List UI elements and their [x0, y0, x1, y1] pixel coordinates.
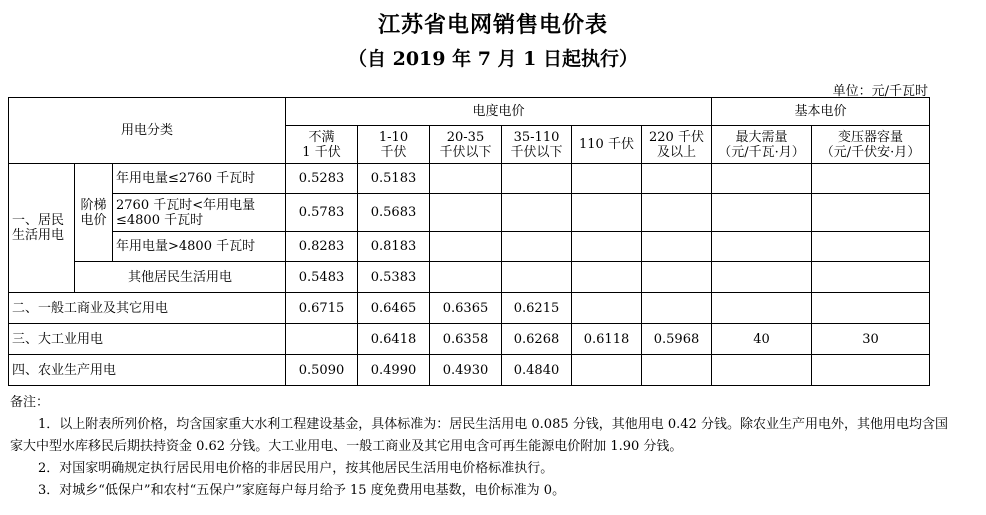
other-residential-label: 其他居民生活用电 — [75, 262, 286, 293]
general-label: 二、一般工商业及其它用电 — [9, 293, 286, 324]
tier-3-value-1-10kv: 0.8183 — [358, 232, 430, 262]
energy-price-header: 电度电价 — [286, 98, 712, 126]
note-3: 3．对城乡“低保户”和农村“五保户”家庭每户每月给予 15 度免费用电基数，电价标准为 0。 — [38, 483, 566, 498]
general-1-10kv: 0.6465 — [358, 293, 430, 324]
col-header-under-1kv: 不满 1 千伏 — [286, 126, 358, 164]
other-residential-1-10kv: 0.5383 — [358, 262, 430, 293]
page-title: 江苏省电网销售电价表 — [377, 12, 608, 38]
table-row — [9, 355, 930, 386]
category-header: 用电分类 — [9, 98, 286, 164]
effective-date: （自 2019 年 7 月 1 日起执行） — [347, 48, 638, 70]
tier-2-label: 2760 千瓦时<年用电量≤4800 千瓦时 — [113, 194, 286, 232]
residential-label: 一、居民生活用电 — [9, 164, 75, 293]
other-residential-under-1kv: 0.5483 — [286, 262, 358, 293]
col-header-35-110kv: 35-110 千伏以下 — [502, 126, 572, 164]
industrial-label: 三、大工业用电 — [9, 324, 286, 355]
industrial-1-10kv: 0.6418 — [358, 324, 430, 355]
tier-2-value-1-10kv: 0.5683 — [358, 194, 430, 232]
table-row — [9, 164, 930, 194]
col-header-1-10kv: 1-10 千伏 — [358, 126, 430, 164]
col-header-transformer: 变压器容量 （元/千伏安·月） — [812, 126, 930, 164]
notes-section — [10, 392, 960, 502]
industrial-110kv: 0.6118 — [572, 324, 642, 355]
price-table — [8, 97, 930, 386]
col-header-20-35kv: 20-35 千伏以下 — [430, 126, 502, 164]
table-row — [9, 262, 930, 293]
industrial-35-110kv: 0.6268 — [502, 324, 572, 355]
agriculture-label: 四、农业生产用电 — [9, 355, 286, 386]
table-row — [9, 324, 930, 355]
notes-heading: 备注： — [10, 395, 50, 410]
industrial-max-demand: 40 — [712, 324, 812, 355]
tier-3-value-under-1kv: 0.8283 — [286, 232, 358, 262]
tier-2-value-under-1kv: 0.5783 — [286, 194, 358, 232]
unit-label: 单位：元/千瓦时 — [832, 84, 928, 99]
header-row-1 — [9, 98, 930, 126]
tier-3-label: 年用电量>4800 千瓦时 — [113, 232, 286, 262]
tier-label: 阶梯电价 — [75, 164, 113, 262]
industrial-20-35kv: 0.6358 — [430, 324, 502, 355]
agriculture-under-1kv: 0.5090 — [286, 355, 358, 386]
agriculture-20-35kv: 0.4930 — [430, 355, 502, 386]
agriculture-35-110kv: 0.4840 — [502, 355, 572, 386]
col-header-max-demand: 最大需量 （元/千瓦·月） — [712, 126, 812, 164]
general-20-35kv: 0.6365 — [430, 293, 502, 324]
tier-1-label: 年用电量≤2760 千瓦时 — [113, 164, 286, 194]
table-row — [9, 232, 930, 262]
table-row — [9, 293, 930, 324]
col-header-110kv: 110 千伏 — [572, 126, 642, 164]
col-header-220kv: 220 千伏 及以上 — [642, 126, 712, 164]
tier-1-value-under-1kv: 0.5283 — [286, 164, 358, 194]
industrial-220kv: 0.5968 — [642, 324, 712, 355]
note-2: 2．对国家明确规定执行居民用电价格的非居民用户，按其他居民生活用电价格标准执行。 — [38, 461, 554, 476]
general-35-110kv: 0.6215 — [502, 293, 572, 324]
basic-price-header: 基本电价 — [712, 98, 930, 126]
industrial-transformer: 30 — [812, 324, 930, 355]
note-1: 1．以上附表所列价格，均含国家重大水利工程建设基金，具体标准为：居民生活用电 0.085 分钱，其他用电 0.42 分钱。除农业生产用电外，其他用电均含国家大中型水库移民后期扶持资金 0.62 分钱。大工业用电、一般工商业及其它用电含可再生能源电价附加 1.90 分钱。 — [10, 417, 948, 454]
agriculture-1-10kv: 0.4990 — [358, 355, 430, 386]
general-under-1kv: 0.6715 — [286, 293, 358, 324]
table-row — [9, 194, 930, 232]
tier-1-value-1-10kv: 0.5183 — [358, 164, 430, 194]
